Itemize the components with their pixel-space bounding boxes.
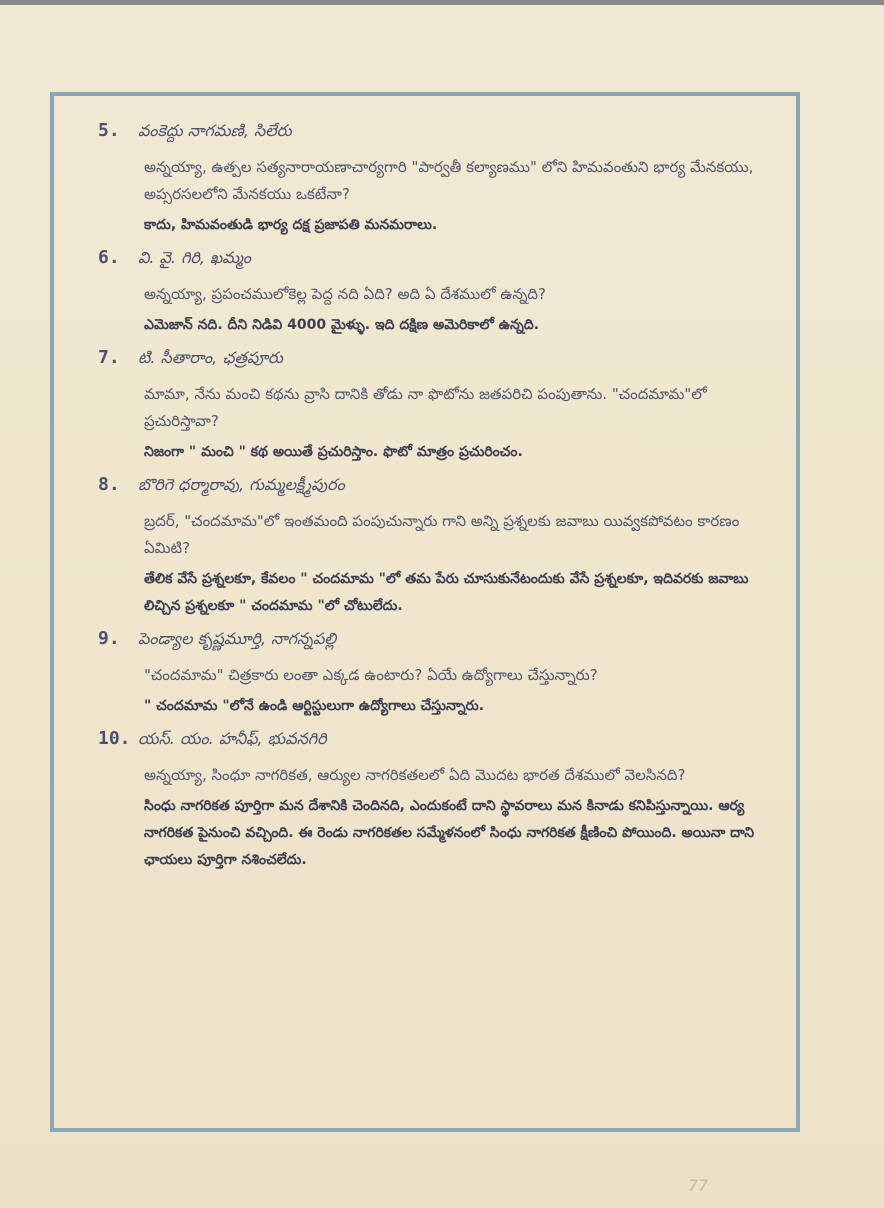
answer-text: సింధు నాగరికత పూర్తిగా మన దేశానికి చెందినది, ఎందుకంటే దాని స్థావరాలు మన కినాడు కనిపిస్తున్నాయి. ఆర్య నాగరికత పైనుంచి వచ్చింది. ఈ రెండు నాగరికతల సమ్మేళనంలో సింధు నాగరికత క్షీణించి పోయింది. అయినా దాని ఛాయలు పూర్తిగా నశించలేదు. [144,798,755,868]
question-number: 7. [98,347,120,368]
sender-name: వంకెద్దు నాగమణి, సిలేరు [138,121,292,140]
answer-text: ఎమెజాన్ నది. దీని నిడివి 4000 మైళ్ళు. ఇది దక్షిణ అమెరికాలో ఉన్నది. [144,317,540,333]
sender-name: వి. వై. గిరి, ఖమ్మం [138,248,251,267]
sender-name: పెండ్యాల కృష్ణమూర్తి, నాగన్నపల్లి [138,629,337,648]
question-number: 8. [98,474,120,495]
qa-item-10 [98,728,778,874]
answer-text: నిజంగా " మంచి " కథ అయితే ప్రచురిస్తాం. ఫొటో మాత్రం ప్రచురించం. [144,444,523,460]
qa-item-9 [98,628,778,728]
qa-item-7 [98,347,778,474]
page-number: 77 [688,1176,709,1195]
answer-text: తేలిక వేసే ప్రశ్నలకూ, కేవలం " చందమామ "లో తమ పేరు చూసుకునేటందుకు వేసే ప్రశ్నలకూ, ఇదివరకు జవాబు లిచ్చిన ప్రశ్నలకూ " చందమామ "లో చోటులేదు. [144,571,749,614]
question-number: 9. [98,628,120,649]
qa-item-5 [98,120,778,247]
question-text: అన్నయ్యా, ఉత్పల సత్యనారాయణాచార్యగారి "పార్వతీ కల్యాణము" లోని హిమవంతుని భార్య మేనకయు, అప్సరసలలోని మేనకయు ఒకటేనా? [144,158,754,203]
qa-list [98,120,778,874]
question-text: అన్నయ్యా, సింధూ నాగరికత, ఆర్యుల నాగరికతలలో ఏది మొదట భారత దేశములో వెలసినది? [144,766,686,784]
qa-item-6 [98,247,778,347]
sender-name: యస్. యం. హనీఫ్, భువనగిరి [138,729,327,748]
top-edge-line [0,0,884,5]
answer-text: " చందమామ "లోనే ఉండి ఆర్టిస్టులుగా ఉద్యోగాలు చేస్తున్నారు. [144,698,485,714]
question-number: 6. [98,247,120,268]
question-number: 10. [98,728,131,749]
question-text: అన్నయ్యా, ప్రపంచములోకెల్ల పెద్ద నది ఏది? అది ఏ దేశములో ఉన్నది? [144,285,546,303]
answer-text: కాదు, హిమవంతుడి భార్య దక్ష ప్రజాపతి మనమరాలు. [144,217,438,233]
sender-name: బొరిగె ధర్మారావు, గుమ్మలక్ష్మీపురం [138,475,345,494]
sender-name: టి. సీతారాం, ఛత్రపూరు [138,348,283,367]
question-number: 5. [98,120,120,141]
qa-item-8 [98,474,778,628]
question-text: బ్రదర్, "చందమామ"లో ఇంతమంది పంపుచున్నారు గాని అన్ని ప్రశ్నలకు జవాబు యివ్వకపోవటం కారణం ఏమిటి? [144,512,740,557]
question-text: మామా, నేను మంచి కథను వ్రాసి దానికి తోడు నా ఫొటోను జతపరిచి పంపుతాను. "చందమామ"లో ప్రచురిస్తావా? [144,385,707,430]
question-text: "చందమామ" చిత్రకారు లంతా ఎక్కడ ఉంటారు? ఏయే ఉద్యోగాలు చేస్తున్నారు? [144,666,598,684]
